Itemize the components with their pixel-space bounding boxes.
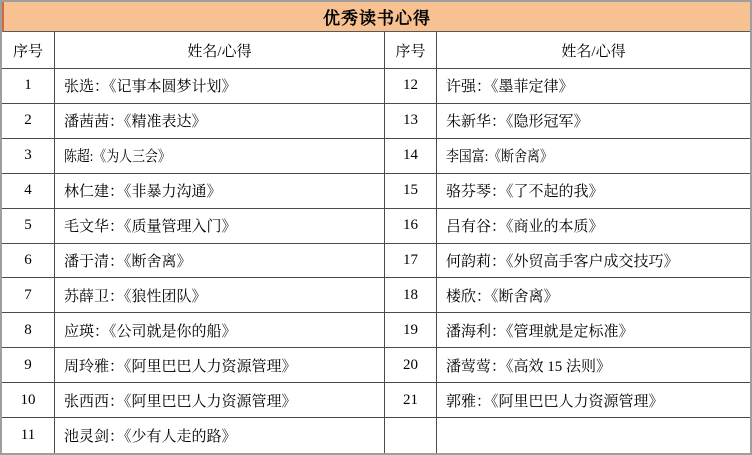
serial-text: 15 xyxy=(403,182,418,199)
entry-text: 林仁建：《非暴力沟通》 xyxy=(64,184,222,201)
cell-entry xyxy=(437,418,750,453)
cell-serial xyxy=(2,174,55,209)
serial-text: 1 xyxy=(24,77,32,94)
cell-serial xyxy=(2,104,55,139)
header-serial-left: 序号 xyxy=(2,32,55,69)
serial-text: 2 xyxy=(24,112,32,129)
cell-entry xyxy=(55,209,385,244)
entry-text: 潘海利：《管理就是定标准》 xyxy=(446,323,634,340)
cell-entry xyxy=(437,69,750,104)
table-title: 优秀读书心得 xyxy=(2,2,750,32)
cell-serial xyxy=(385,313,437,348)
serial-text: 6 xyxy=(24,251,32,268)
cell-entry xyxy=(55,139,385,174)
entry-text: 张西西：《阿里巴巴人力资源管理》 xyxy=(64,393,297,410)
serial-text: 17 xyxy=(403,251,418,268)
entry-text: 潘茜茜：《精准表达》 xyxy=(64,114,207,131)
cell-entry xyxy=(437,174,750,209)
cell-serial xyxy=(385,278,437,313)
cell-serial xyxy=(385,209,437,244)
cell-entry xyxy=(55,104,385,139)
entry-text: 池灵剑：《少有人走的路》 xyxy=(64,429,237,446)
entry-text: 许强：《墨菲定律》 xyxy=(446,79,574,96)
cell-entry xyxy=(55,69,385,104)
cell-serial xyxy=(385,104,437,139)
entry-text: 朱新华：《隐形冠军》 xyxy=(446,114,589,131)
serial-text: 10 xyxy=(20,391,36,408)
serial-text: 14 xyxy=(403,147,418,164)
cell-entry xyxy=(437,104,750,139)
cell-entry xyxy=(437,313,750,348)
entry-text: 毛文华：《质量管理入门》 xyxy=(64,219,237,236)
cell-serial xyxy=(2,313,55,348)
cell-serial xyxy=(385,383,437,418)
cell-entry xyxy=(55,383,385,418)
serial-text: 3 xyxy=(24,147,32,164)
serial-text: 21 xyxy=(403,391,418,408)
serial-text: 20 xyxy=(403,356,418,373)
cell-serial xyxy=(2,383,55,418)
entry-text: 陈超:《为人三会》 xyxy=(64,149,171,166)
serial-text: 9 xyxy=(24,356,32,373)
serial-text: 18 xyxy=(403,286,418,303)
entry-text: 郭雅：《阿里巴巴人力资源管理》 xyxy=(446,393,664,410)
serial-text: 11 xyxy=(20,427,36,444)
header-entry-right: 姓名/心得 xyxy=(437,32,750,69)
cell-entry xyxy=(437,244,750,279)
entry-text: 苏薛卫：《狼性团队》 xyxy=(64,288,207,305)
cell-entry xyxy=(55,244,385,279)
cell-entry xyxy=(437,383,750,418)
cell-entry xyxy=(437,278,750,313)
header-entry-left: 姓名/心得 xyxy=(55,32,385,69)
cell-serial xyxy=(2,418,55,453)
header-serial-right: 序号 xyxy=(385,32,437,69)
cell-serial xyxy=(385,69,437,104)
entry-text: 李国富:《断舍离》 xyxy=(446,149,553,166)
cell-serial xyxy=(2,139,55,174)
cell-serial xyxy=(2,278,55,313)
entry-text: 楼欣：《断舍离》 xyxy=(446,288,559,305)
cell-entry xyxy=(55,348,385,383)
serial-text: 12 xyxy=(403,77,418,94)
cell-serial xyxy=(2,209,55,244)
cell-serial xyxy=(2,348,55,383)
entry-text: 吕有谷：《商业的本质》 xyxy=(446,219,604,236)
serial-text: 16 xyxy=(403,217,418,234)
serial-text: 13 xyxy=(403,112,418,129)
cell-serial xyxy=(385,174,437,209)
cell-entry xyxy=(437,348,750,383)
cell-serial xyxy=(385,139,437,174)
serial-text: 5 xyxy=(24,217,32,234)
cell-entry xyxy=(437,139,750,174)
cell-serial xyxy=(385,418,437,453)
entry-text: 潘于清：《断舍离》 xyxy=(64,253,192,270)
cell-serial xyxy=(385,348,437,383)
cell-entry xyxy=(437,209,750,244)
entry-text: 张选：《记事本圆梦计划》 xyxy=(64,79,237,96)
entry-text: 周玲雅：《阿里巴巴人力资源管理》 xyxy=(64,358,297,375)
serial-text: 19 xyxy=(403,321,418,338)
cell-entry xyxy=(55,278,385,313)
cell-entry xyxy=(55,313,385,348)
entry-text: 潘莺莺：《高效 15 法则》 xyxy=(446,358,612,375)
cell-serial xyxy=(2,69,55,104)
cell-entry xyxy=(55,418,385,453)
table-grid xyxy=(2,32,750,453)
entry-text: 何韵莉：《外贸高手客户成交技巧》 xyxy=(446,253,679,270)
cell-serial xyxy=(385,244,437,279)
cell-serial xyxy=(2,244,55,279)
entry-text: 应瑛：《公司就是你的船》 xyxy=(64,323,237,340)
entry-text: 骆芬琴：《了不起的我》 xyxy=(446,184,604,201)
serial-text: 8 xyxy=(24,321,32,338)
cell-entry xyxy=(55,174,385,209)
serial-text: 7 xyxy=(24,286,32,303)
serial-text: 4 xyxy=(24,182,32,199)
